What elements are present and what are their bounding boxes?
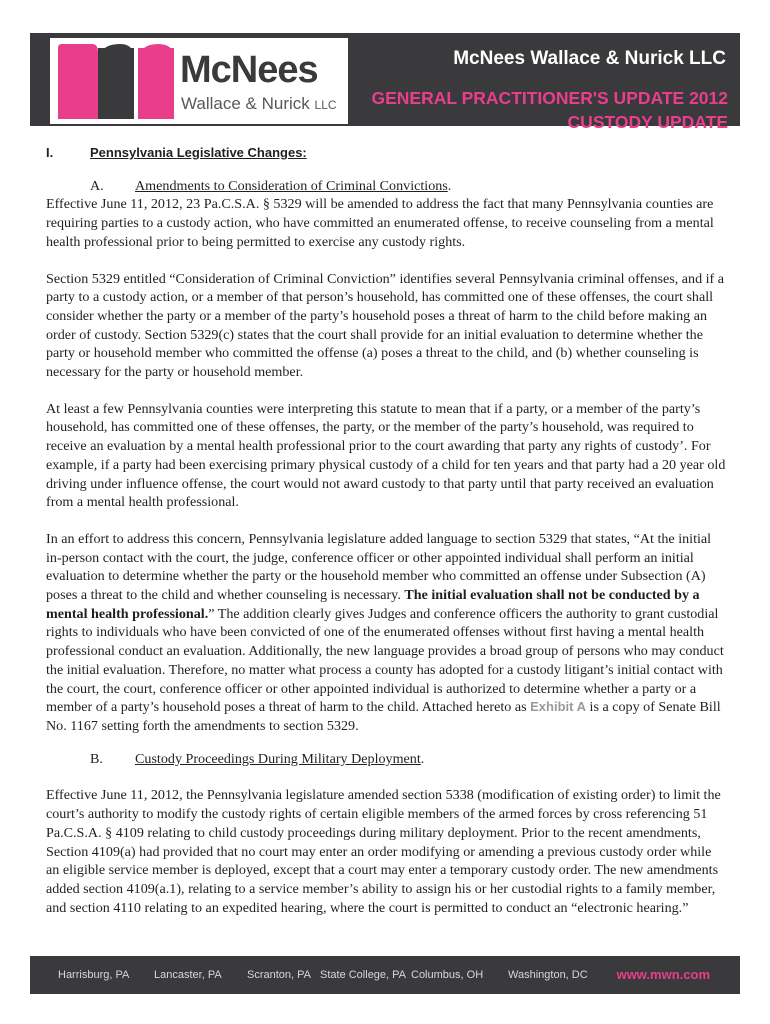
subsection-b-title-wrap: Custody Proceedings During Military Deployment. bbox=[135, 750, 425, 767]
footer-location: Lancaster, PA bbox=[154, 969, 222, 981]
subsection-a-heading bbox=[46, 177, 726, 196]
footer-location: Scranton, PA bbox=[247, 969, 311, 981]
footer-location: Columbus, OH bbox=[411, 969, 484, 981]
subsection-a-title: Amendments to Consideration of Criminal Convictions bbox=[135, 177, 448, 194]
exhibit-a-link[interactable]: Exhibit A bbox=[530, 699, 586, 715]
subsection-b-title: Custody Proceedings During Military Deployment bbox=[135, 750, 421, 767]
firm-logo bbox=[50, 38, 348, 124]
update-title-line2: CUSTODY UPDATE bbox=[567, 112, 728, 132]
section-heading bbox=[46, 144, 726, 163]
document-body bbox=[46, 138, 726, 917]
footer-location: Harrisburg, PA bbox=[58, 969, 130, 981]
paragraph-bold-text: The initial evaluation shall not be conducted by a mental health professional. bbox=[46, 587, 700, 622]
subsection-b-letter: B. bbox=[90, 750, 103, 767]
firm-title: McNees Wallace & Nurick LLC bbox=[453, 48, 726, 69]
logo-m-icon bbox=[58, 44, 174, 119]
paragraph: At least a few Pennsylvania counties were interpreting this statute to mean that if a party, or a member of the party’s household, has committed one of these offenses, the party, or the member of the party’s household, was required to receive an evaluation by a mental health professional prior to the court awarding that party any rights of custody’. For example, if a party had been exercising primary physical custody of a child for ten years and that party had a 20 year old driving under influence offense, the court would not award custody to that party until that party received an evaluation from a mental health professional. bbox=[46, 400, 726, 511]
paragraph-text: ” The addition clearly gives Judges and conference officers the authority to grant custodial rights to individuals who have been convicted of one of the enumerated offenses without first having a mental health professional conduct an evaluation. Additionally, the new language provides a broad group of persons who may conduct the initial evaluation. Therefore, no matter what process a county has adopted for a custody litigant’s initial contact with the court, the court, conference officer or other appointed individual is authorized to determine whether a party or a member of a party’s household poses a threat of harm to the child. Attached hereto as bbox=[46, 605, 724, 716]
footer-location: State College, PA bbox=[320, 969, 407, 981]
logo-sub-llc: LLC bbox=[314, 98, 337, 112]
update-title-line1: GENERAL PRACTITIONER'S UPDATE 2012 bbox=[371, 88, 728, 108]
subsection-a-letter: A. bbox=[90, 177, 104, 194]
footer-website-link[interactable]: www.mwn.com bbox=[616, 967, 710, 982]
paragraph: Section 5329 entitled “Consideration of Criminal Conviction” identifies several Pennsylvania criminal offenses, and if a party to a custody action, or a member of that person’s household, has committed one of these offenses, the court shall consider whether the party or a member of the party’s household poses a threat of harm to the child before making an order of custody. Section 5329(c) states that the court shall provide for an initial evaluation to determine whether the party or household member who committed the offense (a) poses a threat to the child, and (b) whether counseling is necessary for the party or household member. bbox=[46, 270, 725, 381]
footer-location: Washington, DC bbox=[508, 969, 588, 981]
logo-subtitle bbox=[181, 94, 337, 115]
subsection-a-title-wrap: Amendments to Consideration of Criminal Convictions. bbox=[135, 177, 452, 194]
subsection-b-heading bbox=[46, 750, 726, 769]
update-title bbox=[372, 86, 729, 134]
footer-band bbox=[30, 956, 740, 994]
logo-sub-text: Wallace & Nurick bbox=[181, 94, 310, 113]
paragraph-text: In an effort to address this concern, Pennsylvania legislature added language to section 5329 that states, “At the initial in-person contact with the court, the judge, conference officer or other appointed individual shall perform an initial evaluation to determine whether the party or the household member who committed an offense under Subsection (A) poses a threat to the child and whether counseling is necessary. bbox=[46, 530, 712, 604]
paragraph bbox=[46, 530, 726, 736]
paragraph: Effective June 11, 2012, the Pennsylvania legislature amended section 5338 (modification of existing order) to limit the court’s authority to modify the custody rights of certain eligible members of the armed forces by cross referencing 51 Pa.C.S.A. § 4109 relating to child custody proceedings during military deployment. Prior to the recent amendments, Section 4109(a) had provided that no court may enter an order modifying or amending a previous custody order while an eligible service member is deployed, except that a court may enter a temporary custody order. The new amendments added section 4109(a.1), relating to a service member’s ability to assign his or her custodial rights to a family member, and section 4110 relating to an expedited hearing, where the court is permitted to conduct an “electronic hearing.” bbox=[46, 787, 721, 916]
section-title: Pennsylvania Legislative Changes: bbox=[90, 145, 307, 160]
paragraph-text: is a copy of Senate Bill No. 1167 setting forth the amendments to section 5329. bbox=[46, 699, 721, 734]
paragraph: Effective June 11, 2012, 23 Pa.C.S.A. § 5329 will be amended to address the fact that many Pennsylvania counties are requiring parties to a custody action, who have committed an enumerated offense, to receive counseling from a mental health professional prior to being permitted to exercise any custody rights. bbox=[46, 196, 714, 250]
logo-name: McNees bbox=[180, 49, 318, 91]
section-number: I. bbox=[46, 145, 54, 160]
